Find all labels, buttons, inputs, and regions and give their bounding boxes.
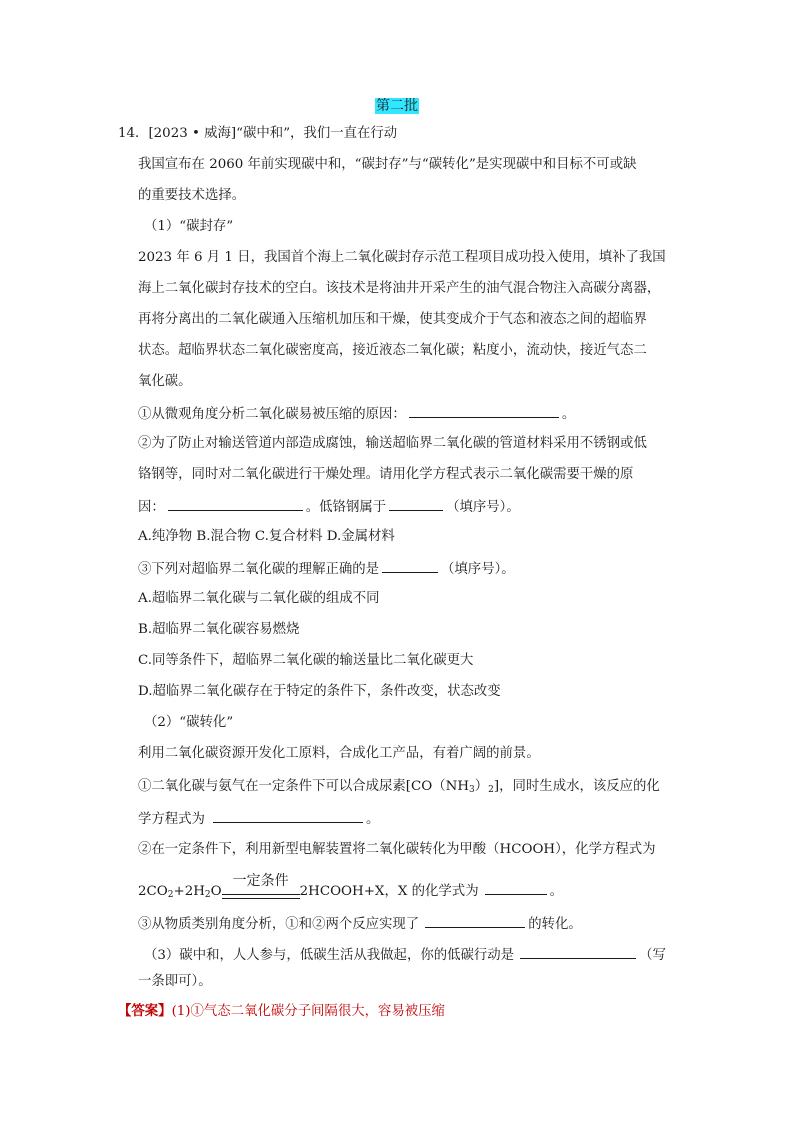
- equation-arrow: [222, 873, 300, 905]
- part1-q3-option-d: D.超临界二氧化碳存在于特定的条件下，条件改变，状态改变: [138, 684, 501, 699]
- answer-blank[interactable]: [382, 558, 438, 573]
- answer-line: [118, 1001, 445, 1022]
- part2-q1-line-2: 学方程式为 。: [138, 808, 379, 830]
- intro-line-2: 的重要技术选择。: [138, 188, 246, 203]
- section-title: 第二批: [376, 98, 418, 114]
- answer-blank[interactable]: [520, 944, 636, 959]
- part3-line-1: （3）碳中和，人人参与，低碳生活从我做起，你的低碳行动是 （写: [144, 944, 666, 966]
- part2-q3: ③从物质类别角度分析，①和②两个反应实现了 的转化。: [138, 913, 582, 935]
- answer-tag: 【答案】: [118, 1003, 172, 1019]
- answer-blank[interactable]: [425, 913, 525, 928]
- chemical-equation: $2CO_2+2H_2O$ 一定条件 2HCOOH+X，X 的化学式为 。: [138, 880, 563, 905]
- part1-q2-line-3: 因： 。低铬钢属于 （填序号）。: [138, 496, 520, 518]
- part2-label: （2）“碳转化”: [144, 715, 234, 730]
- part1-paragraph-line-3: 再将分离出的二氧化碳通入压缩机加压和干燥，使其变成介于气态和液态之间的超临界: [138, 312, 647, 327]
- part1-paragraph-line-1: 2023 年 6 月 1 日，我国首个海上二氧化碳封存示范工程项目成功投入使用，填补了我国: [138, 250, 666, 265]
- part2-intro: 利用二氧化碳资源开发化工原料，合成化工产品，有着广阔的前景。: [138, 746, 540, 761]
- answer-blank[interactable]: [409, 403, 559, 418]
- part1-q1: ①从微观角度分析二氧化碳易被压缩的原因： 。: [138, 403, 575, 425]
- question-number: 14．: [118, 126, 149, 141]
- question-source: [2023 • 威海]: [148, 126, 237, 141]
- answer-text: (1)①气态二氧化碳分子间隔很大，容易被压缩: [171, 1004, 445, 1019]
- part3-line-2: 一条即可）。: [138, 974, 212, 989]
- answer-blank[interactable]: [168, 496, 303, 511]
- intro-line-1: 我国宣布在 2060 年前实现碳中和，“碳封存”与“碳转化”是实现碳中和目标不可或缺: [138, 157, 637, 172]
- question-title: “碳中和”，我们一直在行动: [236, 126, 398, 141]
- part1-q2-line-2: 铬钢等，同时对二氧化碳进行干燥处理。请用化学方程式表示二氧化碳需要干燥的原: [138, 467, 634, 482]
- part1-paragraph-line-2: 海上二氧化碳封存技术的空白。该技术是将油井开采产生的油气混合物注入高碳分离器，: [138, 281, 661, 296]
- part1-paragraph-line-4: 状态。超临界状态二氧化碳密度高，接近液态二氧化碳；粘度小，流动快，接近气态二: [138, 343, 647, 358]
- answer-blank[interactable]: [485, 880, 547, 895]
- part1-q3-option-c: C.同等条件下，超临界二氧化碳的输送量比二氧化碳更大: [138, 653, 474, 668]
- part1-label: （1）“碳封存”: [144, 219, 234, 234]
- part1-q2-options: A.纯净物 B.混合物 C.复合材料 D.金属材料: [138, 529, 395, 544]
- answer-blank[interactable]: [389, 496, 443, 511]
- answer-blank[interactable]: [213, 808, 363, 823]
- part1-paragraph-line-5: 氧化碳。: [138, 374, 192, 389]
- part1-q3: ③下列对超临界二氧化碳的理解正确的是 （填序号）。: [138, 558, 515, 580]
- part1-q2-line-1: ②为了防止对输送管道内部造成腐蚀，输送超临界二氧化碳的管道材料采用不锈钢或低: [138, 436, 647, 451]
- part2-q1-line-1: ①二氧化碳与氨气在一定条件下可以合成尿素$[CO(NH_3)_2]$，同时生成水，该反应的化: [138, 779, 660, 795]
- part2-q2-line-1: ②在一定条件下，利用新型电解装置将二氧化碳转化为甲酸（HCOOH），化学方程式为: [138, 842, 656, 857]
- part1-q3-option-b: B.超临界二氧化碳容易燃烧: [138, 622, 300, 637]
- equation-condition: 一定条件: [232, 873, 289, 889]
- question-heading: [118, 124, 397, 144]
- part1-q3-option-a: A.超临界二氧化碳与二氧化碳的组成不同: [138, 591, 380, 606]
